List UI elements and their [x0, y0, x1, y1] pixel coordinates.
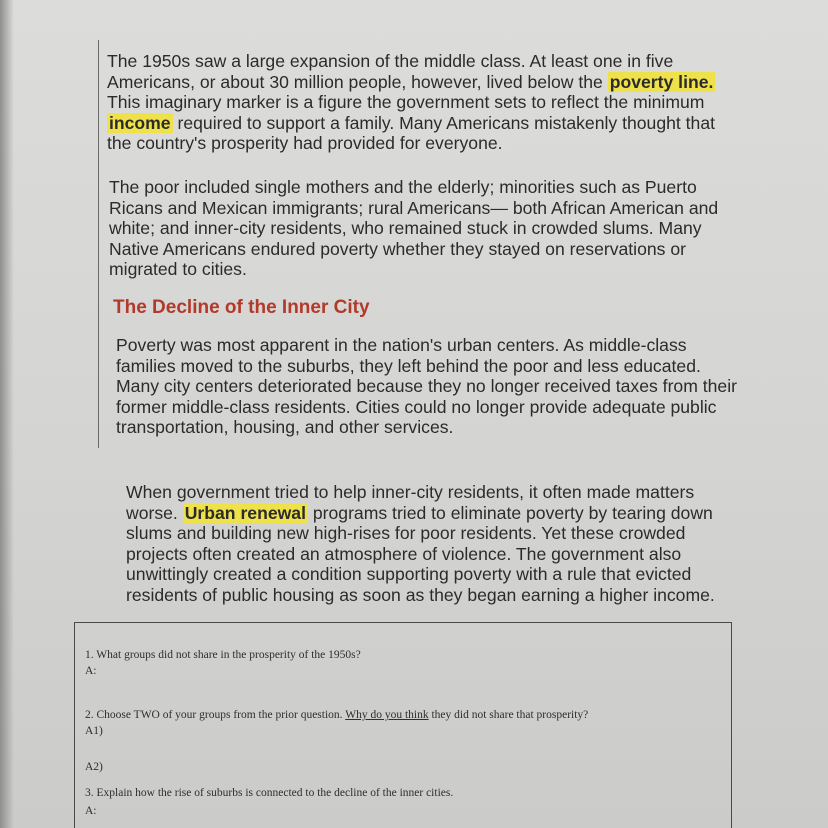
- p3-text: Poverty was most apparent in the nation's urban centers. As middle-class families moved to the suburbs, they left behind the poor and less educated. Many city centers deteriorated because they no longer received taxes from their former middle-class residents. Cities could no longer provide adequate public transportation, housing, and other services.: [116, 335, 737, 438]
- p4-text-before: When government tried to help inner-city residents, it often made matters worse.: [126, 482, 695, 523]
- paragraph-urban-renewal: [126, 482, 732, 606]
- p1-text-after: required to support a family. Many Americans mistakenly thought that the country's prosperity had provided for everyone.: [107, 112, 716, 154]
- paragraph-urban-centers: [116, 335, 738, 438]
- p2-text: The poor included single mothers and the elderly; minorities such as Puerto Ricans and Mexican immigrants; rural Americans— both African American and white; and inner-city residents, who remained stuck in crowded slums. Many Native Americans endured poverty whether they stayed on reservations or migrated to cities.: [109, 177, 719, 280]
- p4-text-after: programs tried to eliminate poverty by tearing down slums and building new high-rises for poor residents. Yet these crowded projects often created an atmosphere of violence. The government also unwittingly created a condition supporting poverty with a rule that evicted residents of public housing as soon as they began earning a higher income.: [126, 502, 715, 605]
- question-2: [85, 709, 588, 721]
- page-edge-shadow: [0, 0, 14, 828]
- highlight-poverty-line: poverty line.: [609, 71, 714, 92]
- p1-text-middle: This imaginary marker is a figure the government sets to reflect the minimum: [107, 92, 705, 113]
- question-box: [74, 622, 732, 828]
- highlight-urban-renewal: Urban renewal: [184, 502, 306, 523]
- p1-text-before: The 1950s saw a large expansion of the middle class. At least one in five Americans, or about 30 million people, however, lived below the: [107, 51, 674, 92]
- paragraph-the-poor: [109, 177, 739, 280]
- margin-rule: [98, 40, 99, 448]
- q2-underlined: Why do you think: [345, 709, 429, 721]
- question-1: 1. What groups did not share in the prosperity of the 1950s?: [85, 649, 361, 661]
- section-heading: The Decline of the Inner City: [113, 297, 370, 318]
- q2-text-before: 2. Choose TWO of your groups from the prior question.: [85, 709, 346, 721]
- answer-2a-field[interactable]: A1): [85, 725, 103, 737]
- q2-text-after: they did not share that prosperity?: [428, 709, 589, 721]
- answer-2b-field[interactable]: A2): [85, 761, 103, 773]
- answer-3-field[interactable]: A:: [85, 805, 97, 817]
- answer-1-field[interactable]: A:: [85, 665, 97, 677]
- question-3: 3. Explain how the rise of suburbs is connected to the decline of the inner cities.: [85, 787, 454, 799]
- highlight-income: income: [109, 112, 171, 133]
- paragraph-poverty-line: [107, 51, 735, 154]
